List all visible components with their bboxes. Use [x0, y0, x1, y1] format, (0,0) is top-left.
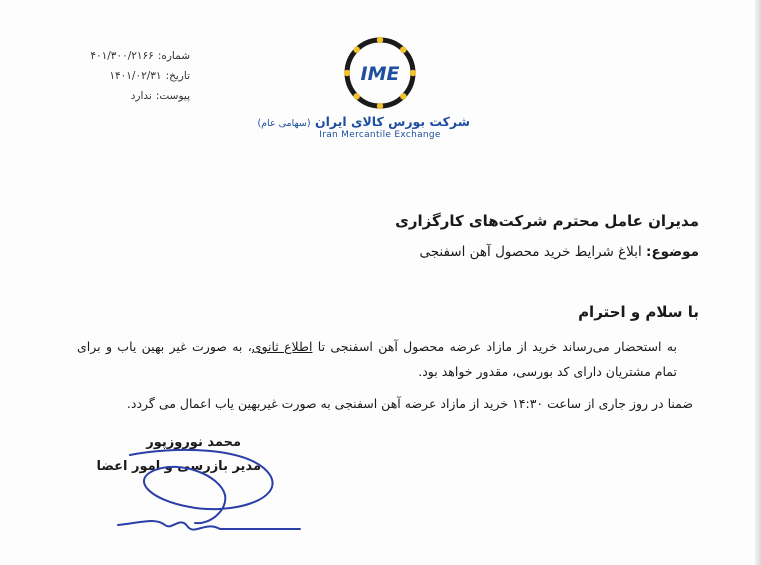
ref-attachment: پیوست:ندارد — [130, 90, 190, 102]
signatory-name: محمد نوروزپور — [146, 435, 241, 450]
ref-number: شماره:۴۰۱/۳۰۰/۲۱۶۶ — [90, 50, 190, 62]
signatory-title: مدیر بازرسی و امور اعضا — [96, 459, 261, 474]
subject-line: موضوع: ابلاغ شرایط خرید محصول آهن اسفنجی — [419, 244, 699, 260]
ime-emblem-icon — [343, 36, 417, 110]
page-edge — [755, 0, 761, 565]
underlined-phrase: اطلاع ثانوی — [251, 339, 313, 354]
body-paragraph-1: به استحضار می‌رساند خرید از مازاد عرضه محصول آهن اسفنجی تا اطلاع ثانوی، به صورت غیر بهین یاب و برای تمام مشتریان دارای کد بورسی، مقدور خواهد بود. — [77, 339, 678, 379]
svg-text:IME: IME — [360, 63, 400, 85]
company-name-fa: شرکت بورس کالای ایران (سهامی عام) — [257, 114, 470, 129]
handwritten-signature-icon — [110, 445, 310, 545]
company-name-en: Iran Mercantile Exchange — [319, 130, 441, 140]
greeting: با سلام و احترام — [578, 303, 699, 321]
recipient-line: مدیران عامل محترم شرکت‌های کارگزاری — [395, 212, 699, 230]
company-logo — [257, 36, 470, 140]
ref-date: تاریخ:۱۴۰۱/۰۲/۳۱ — [109, 70, 190, 82]
reference-block — [60, 46, 190, 106]
body-paragraph-2: ضمنا در روز جاری از ساعت ۱۴:۳۰ خرید از مازاد عرضه آهن اسفنجی به صورت غیربهین یاب اعمال می گردد. — [126, 396, 693, 411]
